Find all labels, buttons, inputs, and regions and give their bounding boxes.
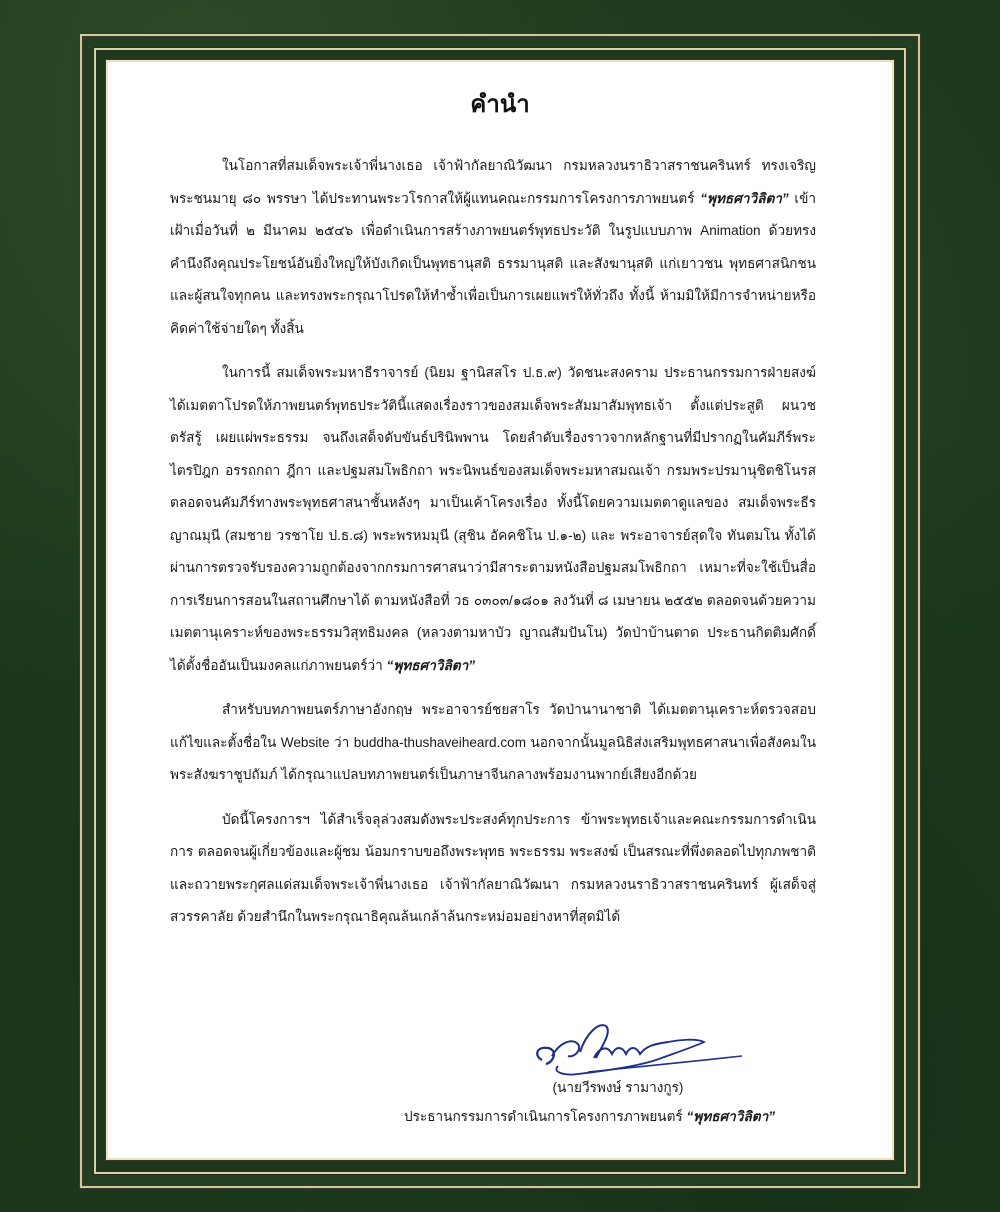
paragraph-2-text-a: ในการนี้ สมเด็จพระมหาธีราจารย์ (นิยม ฐานิสสโร ป.ธ.๙) วัดชนะสงคราม ประธานกรรมการฝ่ายสงฆ์ ได้เมตตาโปรดให้ภาพยนตร์พุทธประวัตินี้แสดงเรื่องราวของสมเด็จพระสัมมาสัมพุทธเจ้า ตั้งแต่ประสูติ ผนวช ตรัสรู้ เผยแผ่พระธรรม จนถึงเสด็จดับขันธ์ปรินิพพาน โดยลำดับเรื่องราวจากหลักฐานที่มีปรากฏในคัมภีร์พระไตรปิฎก อรรถกถา ฎีกา และปฐมสมโพธิกถา พระนิพนธ์ของสมเด็จพระมหาสมณเจ้า กรมพระปรมานุชิตชิโนรส ตลอดจนคัมภีร์ทางพระพุทธศาสนาชั้นหลังๆ มาเป็นเค้าโครงเรื่อง ทั้งนี้โดยความเมตตาดูแลของ สมเด็จพระธีรญาณมุนี (สมชาย วรชาโย ป.ธ.๘) พระพรหมมุนี (สุชิน อัคคชิโน ป.๑-๒) และ พระอาจารย์สุดใจ ทันตมโน ทั้งได้ผ่านการตรวจรับรองความถูกต้องจากกรมการศาสนาว่ามีสาระตามหนังสือปฐมสมโพธิกถา เหมาะที่จะใช้เป็นสื่อการเรียนการสอนในสถานศึกษาได้ ตามหนังสือที่ วธ ๐๓๐๓/๑๘๐๑ ลงวันที่ ๘ เมษายน ๒๕๕๒ ตลอดจนด้วยความเมตตานุเคราะห์ของพระธรรมวิสุทธิมงคล (หลวงตามหาบัว ญาณสัมปันโน) วัดป่าบ้านตาด ประธานกิตติมศักดิ์ ได้ตั้งชื่ออันเป็นมงคลแก่ภาพยนตร์ว่า: [170, 365, 816, 673]
paragraph-1-text-b: เข้าเฝ้าเมื่อวันที่ ๒ มีนาคม ๒๕๔๖ เพื่อดำเนินการสร้างภาพยนตร์พุทธประวัติ ในรูปแบบภาพ Animation ด้วยทรงคำนึงถึงคุณประโยชน์อันยิ่งใหญ่ให้บังเกิดเป็นพุทธานุสติ ธรรมานุสติ และสังฆานุสติ แก่เยาวชน พุทธศาสนิกชน และผู้สนใจทุกคน และทรงพระกรุณาโปรดให้ทำซ้ำเพื่อเป็นการเผยแพร่ให้ทั่วถึง ทั้งนี้ ห้ามมิให้มีการจำหน่ายหรือคิดค่าใช้จ่ายใดๆ ทั้งสิ้น: [170, 190, 816, 336]
signer-name: (นายวีรพงษ์ รามางกูร): [552, 1080, 684, 1095]
paragraph-1: [170, 150, 816, 345]
document-body: [170, 150, 816, 946]
paragraph-1-text-a: ในโอกาสที่สมเด็จพระเจ้าพี่นางเธอ เจ้าฟ้ากัลยาณิวัฒนา กรมหลวงนราธิวาสราชนครินทร์ ทรงเจริญพระชนมายุ ๘๐ พรรษา ได้ประทานพระวโรกาสให้ผู้แทนคณะกรรมการโครงการภาพยนตร์: [170, 158, 816, 206]
paragraph-2: [170, 357, 816, 682]
signer-title: [404, 1105, 824, 1127]
paragraph-4-text: บัดนี้โครงการฯ ได้สำเร็จลุล่วงสมดังพระประสงค์ทุกประการ ข้าพระพุทธเจ้าและคณะกรรมการดำเนินการ ตลอดจนผู้เกี่ยวข้องและผู้ชม น้อมกราบขอถึงพระพุทธ พระธรรม พระสงฆ์ เป็นสรณะที่พึ่งตลอดไปทุกภพชาติ และถวายพระกุศลแด่สมเด็จพระเจ้าพี่นางเธอ เจ้าฟ้ากัลยาณิวัฒนา กรมหลวงนราธิวาสราชนครินทร์ ผู้เสด็จสู่สวรรคาลัย ด้วยสำนึกในพระกรุณาธิคุณล้นเกล้าล้นกระหม่อมอย่างหาที่สุดมิได้: [170, 811, 816, 924]
film-name-2: “พุทธศาวิลิตา”: [386, 657, 476, 673]
paragraph-3: [170, 694, 816, 792]
document-page: [108, 62, 892, 1158]
handwritten-signature: [528, 1012, 748, 1082]
film-name-1: “พุทธศาวิลิตา”: [700, 190, 789, 206]
paragraph-4: [170, 804, 816, 934]
film-name-3: “พุทธศาวิลิตา”: [686, 1109, 775, 1124]
paragraph-3-text: สำหรับบทภาพยนตร์ภาษาอังกฤษ พระอาจารย์ชยสาโร วัดป่านานาชาติ ได้เมตตานุเคราะห์ตรวจสอบแก้ไขและตั้งชื่อใน Website ว่า buddha-thushaveiheard.com นอกจากนั้นมูลนิธิส่งเสริมพุทธศาสนาเพื่อสังคมในพระสังฆราชูปถัมภ์ ได้กรุณาแปลบทภาพยนตร์เป็นภาษาจีนกลางพร้อมงานพากย์เสียงอีกด้วย: [170, 702, 816, 782]
signer-title-prefix: ประธานกรรมการดำเนินการโครงการภาพยนตร์: [404, 1109, 687, 1124]
page-title: คำนำ: [470, 91, 530, 118]
